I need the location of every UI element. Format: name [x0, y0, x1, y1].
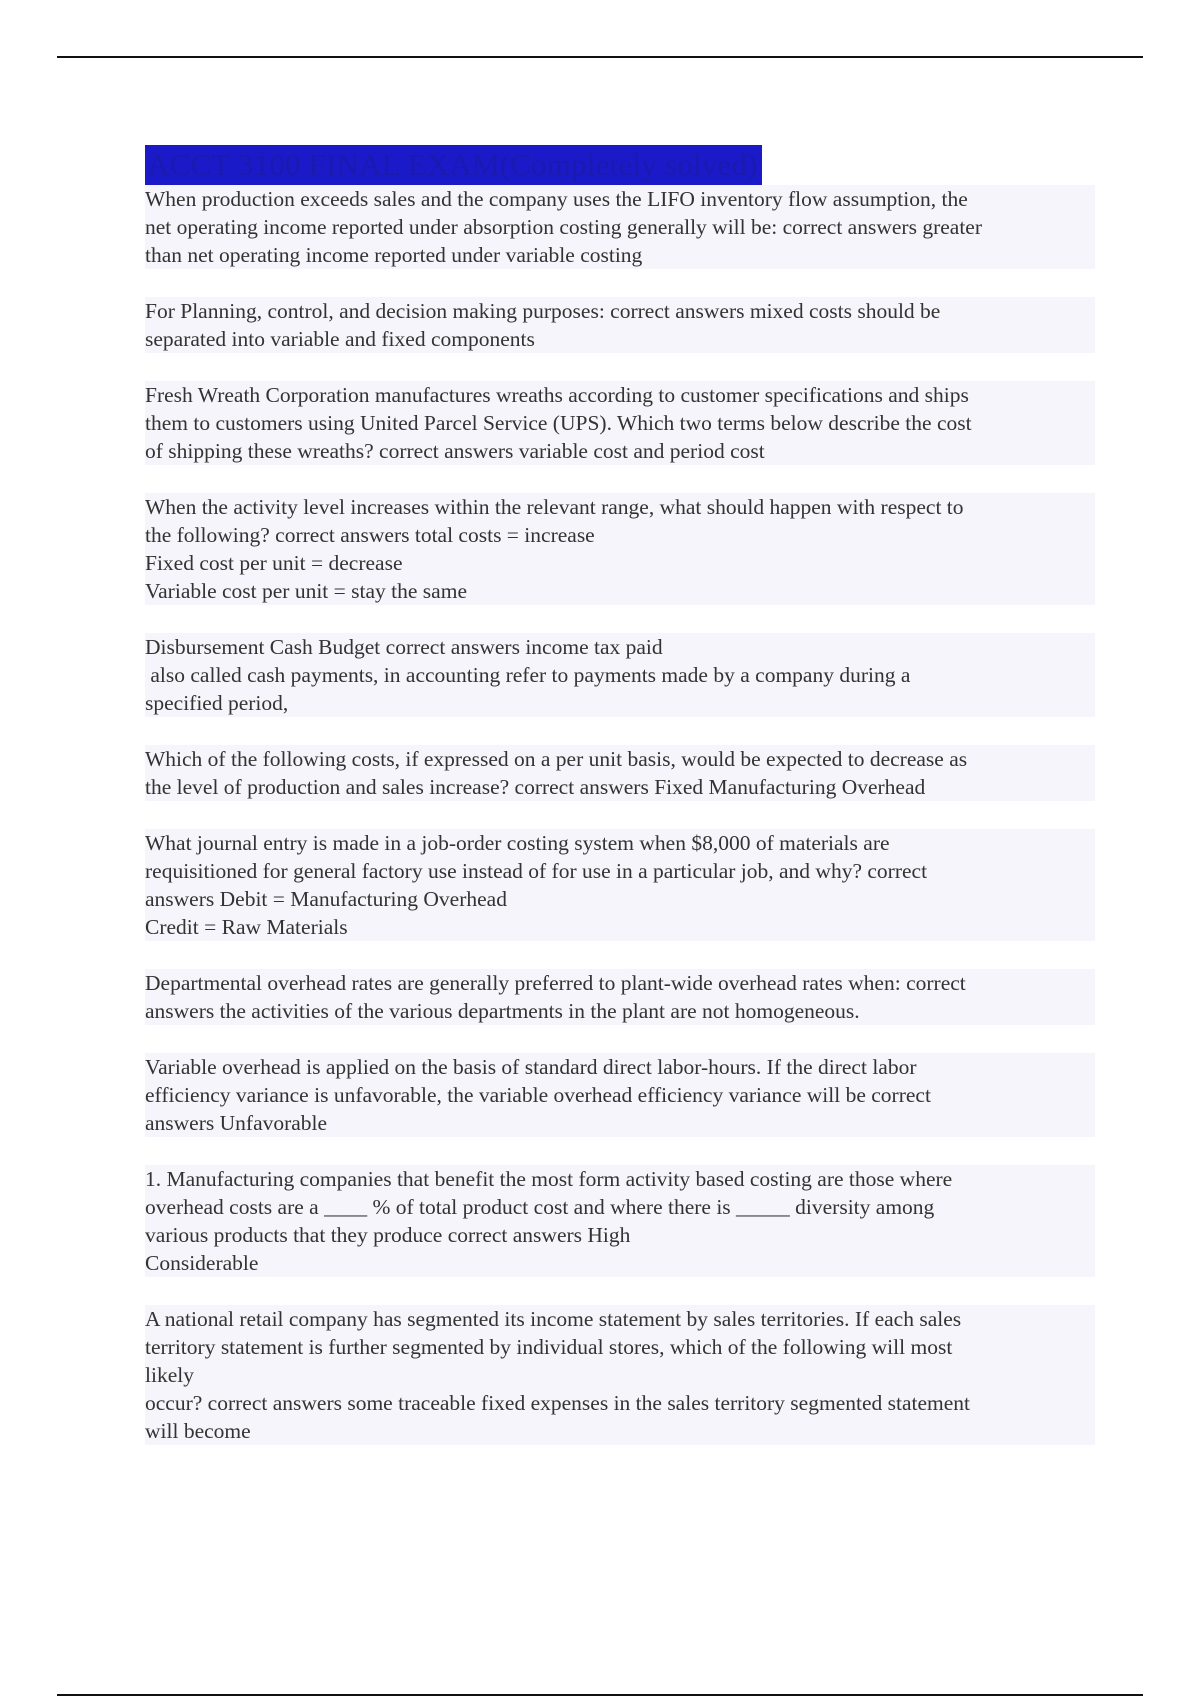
qa-text-line: will become — [145, 1419, 251, 1443]
qa-entry — [145, 745, 1095, 801]
qa-text-line: Which of the following costs, if expressed on a per unit basis, would be expected to decrease as — [145, 747, 968, 771]
qa-text-line: various products that they produce correct answers High — [145, 1223, 631, 1247]
qa-text-line: Fixed cost per unit = decrease — [145, 551, 403, 575]
qa-text-line: the level of production and sales increase? correct answers Fixed Manufacturing Overhead — [145, 775, 926, 799]
qa-entry — [145, 969, 1095, 1025]
qa-text-line: A national retail company has segmented its income statement by sales territories. If each sales — [145, 1307, 962, 1331]
qa-list — [145, 185, 1095, 1445]
qa-text-line: specified period, — [145, 691, 289, 715]
qa-text-line: answers Debit = Manufacturing Overhead — [145, 887, 507, 911]
qa-text-line: likely — [145, 1363, 194, 1387]
qa-text-line: them to customers using United Parcel Service (UPS). Which two terms below describe the cost — [145, 411, 972, 435]
qa-text-line: When the activity level increases within the relevant range, what should happen with respect to — [145, 495, 964, 519]
qa-text-line: 1. Manufacturing companies that benefit the most form activity based costing are those where — [145, 1167, 953, 1191]
qa-text-line: occur? correct answers some traceable fixed expenses in the sales territory segmented statement — [145, 1391, 971, 1415]
qa-text-line: answers the activities of the various departments in the plant are not homogeneous. — [145, 999, 860, 1023]
qa-entry — [145, 1165, 1095, 1277]
qa-entry — [145, 633, 1095, 717]
qa-text-line: overhead costs are a ____ % of total product cost and where there is _____ diversity among — [145, 1195, 935, 1219]
qa-text-line: Credit = Raw Materials — [145, 915, 348, 939]
qa-text-line: Variable overhead is applied on the basis of standard direct labor-hours. If the direct labor — [145, 1055, 917, 1079]
qa-entry — [145, 829, 1095, 941]
document-body — [145, 145, 1095, 1445]
header-rule — [57, 56, 1143, 58]
qa-text-line: territory statement is further segmented by individual stores, which of the following will most — [145, 1335, 953, 1359]
qa-text-line: What journal entry is made in a job-order costing system when $8,000 of materials are — [145, 831, 890, 855]
qa-text-line: Fresh Wreath Corporation manufactures wreaths according to customer specifications and ships — [145, 383, 969, 407]
qa-text-line: answers Unfavorable — [145, 1111, 328, 1135]
qa-text-line: Variable cost per unit = stay the same — [145, 579, 467, 603]
qa-text-line: For Planning, control, and decision making purposes: correct answers mixed costs should be — [145, 299, 941, 323]
qa-text-line: When production exceeds sales and the company uses the LIFO inventory flow assumption, the — [145, 187, 968, 211]
qa-text-line: than net operating income reported under variable costing — [145, 243, 643, 267]
qa-entry — [145, 1053, 1095, 1137]
qa-text-line: separated into variable and fixed components — [145, 327, 535, 351]
qa-text-line: Considerable — [145, 1251, 259, 1275]
qa-text-line: also called cash payments, in accounting refer to payments made by a company during a — [145, 663, 911, 687]
qa-text-line: requisitioned for general factory use instead of for use in a particular job, and why? correct — [145, 859, 928, 883]
qa-entry — [145, 297, 1095, 353]
qa-entry — [145, 1305, 1095, 1445]
qa-entry — [145, 185, 1095, 269]
footer-rule — [57, 1694, 1143, 1696]
qa-text-line: the following? correct answers total costs = increase — [145, 523, 595, 547]
qa-text-line: efficiency variance is unfavorable, the variable overhead efficiency variance will be correct — [145, 1083, 931, 1107]
qa-text-line: net operating income reported under absorption costing generally will be: correct answers greater — [145, 215, 982, 239]
qa-entry — [145, 493, 1095, 605]
qa-text-line: Departmental overhead rates are generally preferred to plant-wide overhead rates when: correct — [145, 971, 966, 995]
qa-text-line: of shipping these wreaths? correct answers variable cost and period cost — [145, 439, 765, 463]
qa-entry — [145, 381, 1095, 465]
document-title: ACCT 3100 FINAL EXAM(Completely solved) — [145, 145, 762, 185]
qa-text-line: Disbursement Cash Budget correct answers income tax paid — [145, 635, 663, 659]
